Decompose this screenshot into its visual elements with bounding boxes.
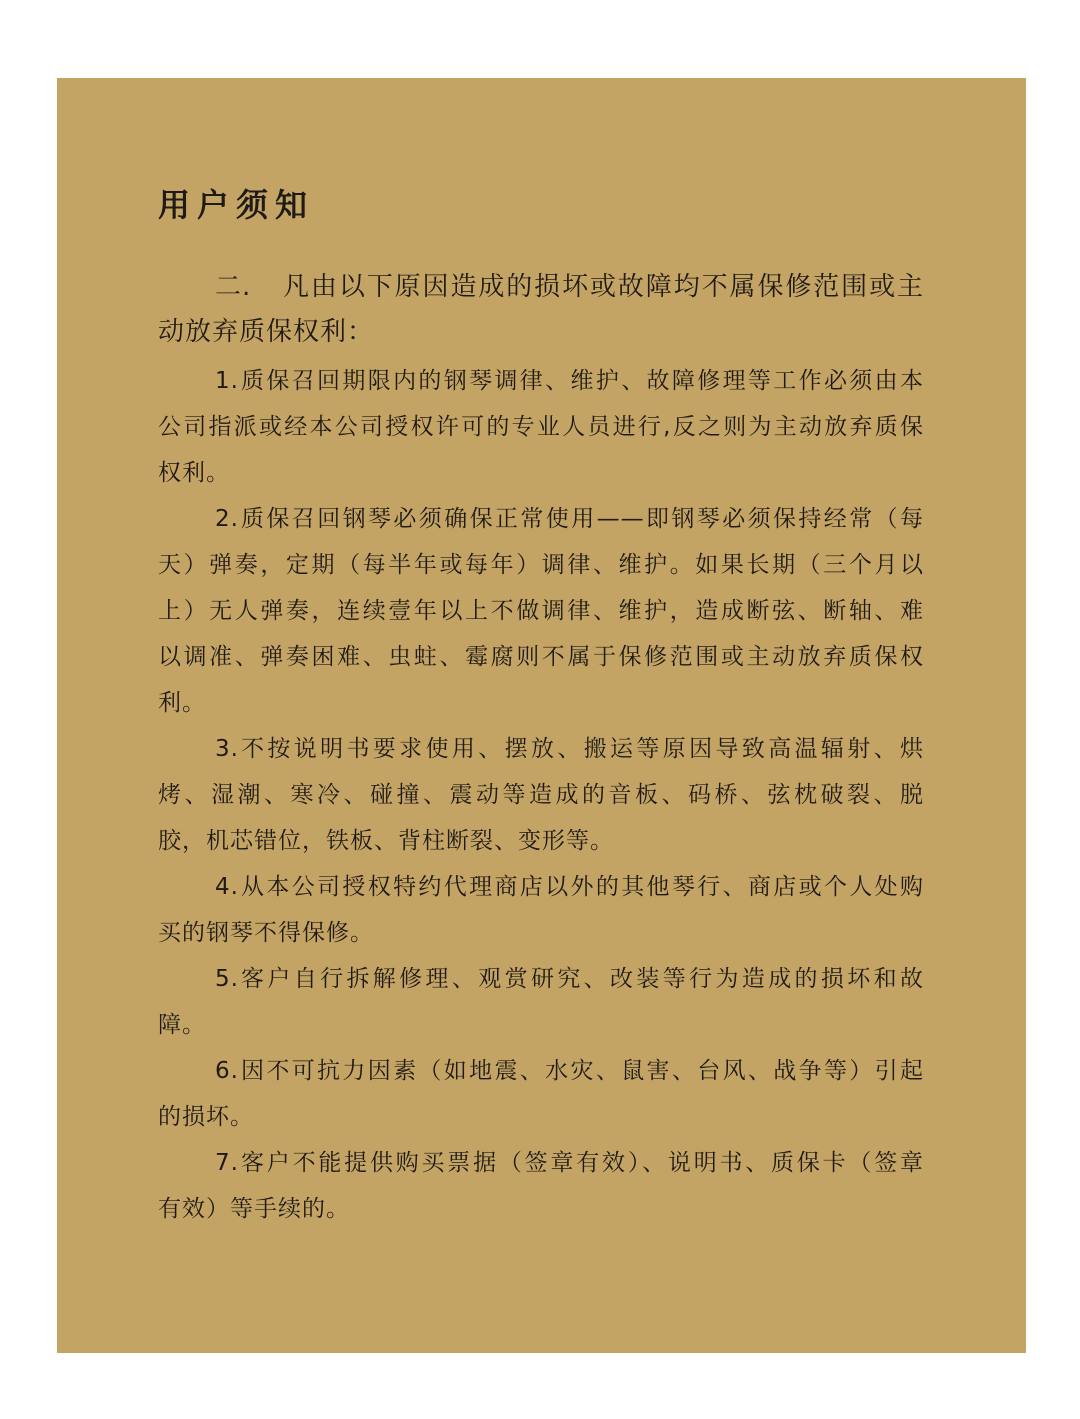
section-heading-line [158,265,924,310]
item-number: 3. [215,736,239,762]
item-number: 6. [215,1058,239,1084]
item-line: 质保召回期限内的钢琴调律、维护、故障修理等工作必须由本 [241,368,924,394]
item-line: 上）无人弹奏，连续壹年以上不做调律、维护，造成断弦、断轴、难 [158,598,924,624]
item-first-line [158,956,924,1002]
item-line: 买的钢琴不得保修。 [158,920,374,946]
section-heading-line: 动放弃质保权利： [158,317,375,347]
item-line: 有效）等手续的。 [158,1196,350,1222]
item-line: 客户自行拆解修理、观赏研究、改装等行为造成的损坏和故 [241,966,924,992]
item-number: 7. [215,1150,239,1176]
item-first-line [158,726,924,772]
item-line: 公司指派或经本公司授权许可的专业人员进行,反之则为主动放弃质保 [158,414,924,440]
notice-items [158,358,924,1232]
item-line: 不按说明书要求使用、摆放、搬运等原因导致高温辐射、烘 [241,736,924,762]
item-number: 4. [215,874,239,900]
item-first-line [158,1048,924,1094]
item-line: 以调准、弹奏困难、虫蛀、霉腐则不属于保修范围或主动放弃质保权 [158,644,924,670]
notice-item [158,1140,924,1232]
item-first-line [158,864,924,910]
notice-item [158,864,924,956]
item-line: 胶，机芯错位，铁板、背柱断裂、变形等。 [158,828,614,854]
notice-item [158,496,924,726]
item-number: 2. [215,506,239,532]
item-line: 利。 [158,690,206,716]
notice-panel [57,78,1026,1353]
item-line: 烤、湿潮、寒冷、碰撞、震动等造成的音板、码桥、弦枕破裂、脱 [158,782,924,808]
section-heading-text: 凡由以下原因造成的损坏或故障均不属保修范围或主 [283,272,924,302]
item-line: 天）弹奏，定期（每半年或每年）调律、维护。如果长期（三个月以 [158,552,924,578]
item-first-line [158,496,924,542]
item-number: 1. [215,368,239,394]
item-line: 障。 [158,1012,206,1038]
item-line: 客户不能提供购买票据（签章有效）、说明书、质保卡（签章 [241,1150,924,1176]
notice-item [158,726,924,864]
page-title: 用户须知 [158,186,315,224]
item-number: 5. [215,966,239,992]
notice-item [158,956,924,1048]
item-first-line [158,1140,924,1186]
item-line: 权利。 [158,460,230,486]
section-number: 二. [215,272,252,302]
item-line: 从本公司授权特约代理商店以外的其他琴行、商店或个人处购 [241,874,924,900]
item-line: 因不可抗力因素（如地震、水灾、鼠害、台风、战争等）引起 [241,1058,924,1084]
item-first-line [158,358,924,404]
section-heading [158,265,924,355]
notice-item [158,1048,924,1140]
notice-item [158,358,924,496]
item-line: 质保召回钢琴必须确保正常使用——即钢琴必须保持经常（每 [241,506,924,532]
item-line: 的损坏。 [158,1104,254,1130]
